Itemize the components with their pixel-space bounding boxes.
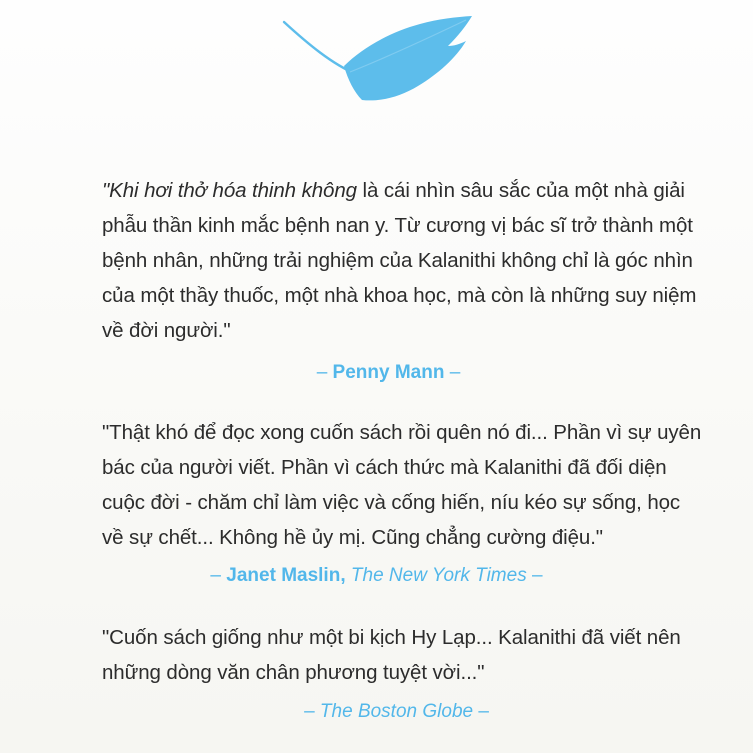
dash: – (210, 565, 221, 586)
dash: – (532, 565, 543, 586)
review-quote-3: "Cuốn sách giống như một bi kịch Hy Lạp... Kalanithi đã viết nên những dòng văn chân phương tuyệt vời..." (102, 626, 681, 684)
review-quote-1 (102, 173, 702, 348)
quote-text: là cái nhìn sâu sắc của một nhà giải phẫu thần kinh mắc bệnh nan y. Từ cương vị bác sĩ trở thành một bệnh nhân, những trải nghiệm của Kalanithi không chỉ là góc nhìn của một thầy thuốc, một nhà khoa học, mà còn là những suy niệm về đời người." (102, 179, 697, 342)
reviewer-name: Janet Maslin, (226, 565, 346, 586)
book-title: "Khi hơi thở hóa thinh không (102, 179, 357, 202)
attribution-1 (12, 362, 753, 384)
dash: – (316, 362, 328, 383)
publication-name: The New York Times (350, 565, 527, 586)
dash: – (304, 701, 315, 722)
feather-icon (280, 8, 480, 106)
dash: – (449, 362, 461, 383)
reviewer-name: Penny Mann (332, 362, 445, 383)
publication-name: The Boston Globe (319, 701, 474, 722)
review-quote-2: "Thật khó để đọc xong cuốn sách rồi quên nó đi... Phần vì sự uyên bác của người viết. Phần vì cách thức mà Kalanithi đã đối diện cuộc đời - chăm chỉ làm việc và cống hiến, níu kéo sự sống, học về sự chết... Không hề ủy mị. Cũng chẳng cường điệu." (102, 421, 702, 549)
dash: – (478, 701, 489, 722)
attribution-2 (0, 565, 753, 587)
attribution-3 (20, 701, 753, 723)
